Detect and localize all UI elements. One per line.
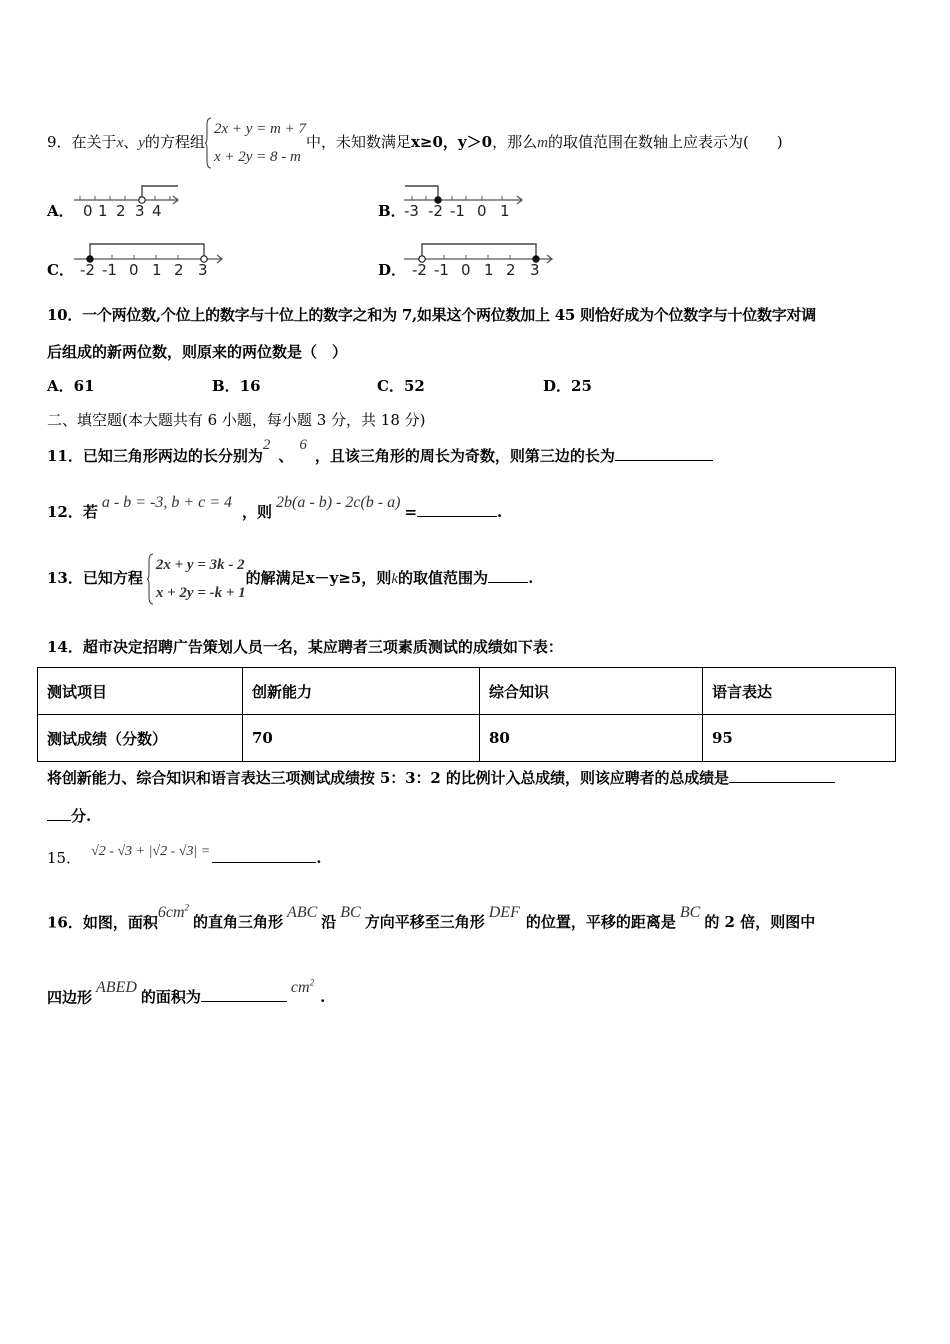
q15-expression: √2 - √3 + |√2 - √3| = bbox=[91, 844, 211, 859]
tick-label: 1 bbox=[152, 261, 162, 279]
tick-label: -2 bbox=[412, 261, 427, 279]
tick-label: 1 bbox=[500, 202, 510, 220]
q12-answer-blank[interactable] bbox=[417, 500, 497, 517]
q9-option-a-number-line bbox=[72, 184, 184, 220]
tick-label: 0 bbox=[129, 261, 139, 279]
tick-label: 3 bbox=[135, 202, 145, 220]
q10-stem-line-2: 后组成的新两位数，则原来的两位数是（ ） bbox=[47, 343, 348, 361]
tick-label: -3 bbox=[404, 202, 419, 220]
brace-icon bbox=[147, 553, 154, 605]
q10-option-c[interactable]: C．52 bbox=[377, 377, 425, 395]
tick-label: 3 bbox=[198, 261, 208, 279]
table-cell: 80 bbox=[480, 715, 703, 762]
q11-answer-blank[interactable] bbox=[615, 444, 713, 461]
q9-stem: 9．在关于x、y的方程组 2x + y = m + 7 x + 2y = 8 - m 中，未知数满足x≥0，y＞0，那么m的取值范围在数轴上应表示为( ) bbox=[47, 115, 783, 159]
table-header-cell: 创新能力 bbox=[243, 668, 480, 715]
q9-option-b-label[interactable]: B． bbox=[378, 202, 406, 220]
q10-option-b[interactable]: B．16 bbox=[212, 377, 261, 395]
q10-option-d[interactable]: D．25 bbox=[543, 377, 592, 395]
table-cell: 测试成绩（分数） bbox=[38, 715, 243, 762]
tick-label: 4 bbox=[152, 202, 162, 220]
tick-label: 2 bbox=[116, 202, 126, 220]
section-heading-fill-in: 二、填空题(本大题共有 6 小题，每小题 3 分，共 18 分) bbox=[47, 411, 426, 429]
brace-icon bbox=[205, 117, 212, 169]
q14-after-line-1: 将创新能力、综合知识和语言表达三项测试成绩按 5：3：2 的比例计入总成绩，则该应聘者的总成绩是 bbox=[47, 766, 835, 788]
tick-label: 2 bbox=[174, 261, 184, 279]
q16-answer-blank[interactable] bbox=[201, 985, 287, 1002]
tick-label: 0 bbox=[83, 202, 93, 220]
q14-intro: 14．超市决定招聘广告策划人员一名，某应聘者三项素质测试的成绩如下表： bbox=[47, 638, 563, 656]
q13-answer-blank[interactable] bbox=[488, 566, 528, 583]
q9-equation-system: 2x + y = m + 7 x + 2y = 8 - m bbox=[205, 115, 306, 171]
q9-option-d-label[interactable]: D． bbox=[378, 261, 407, 279]
tick-label: -1 bbox=[102, 261, 117, 279]
table-header-cell: 语言表达 bbox=[703, 668, 896, 715]
q13-equation-system: 2x + y = 3k - 2 x + 2y = -k + 1 bbox=[147, 551, 246, 607]
tick-label: 2 bbox=[506, 261, 516, 279]
table-row bbox=[38, 668, 896, 715]
q14-score-table bbox=[37, 667, 896, 762]
q14-answer-blank[interactable] bbox=[729, 766, 835, 783]
q9-option-b-number-line bbox=[402, 184, 528, 220]
tick-label: 1 bbox=[98, 202, 108, 220]
q16-stem-line-2: 四边形ABED的面积为$cm^2$. bbox=[47, 978, 326, 1007]
tick-label: -2 bbox=[80, 261, 95, 279]
q9-option-d-number-line bbox=[402, 241, 558, 279]
q15-answer-blank[interactable] bbox=[212, 846, 316, 863]
table-cell: 95 bbox=[703, 715, 896, 762]
q9-option-a-label[interactable]: A． bbox=[47, 202, 74, 220]
q13-stem: 13．已知方程 2x + y = 3k - 2 x + 2y = -k + 1 的解满足x－y≥5，则k的取值范围为 . bbox=[47, 550, 533, 606]
q16-stem-line-1: 16．如图，面积$6cm^2$的直角三角形ABC沿BC方向平移至三角形DEF的位置，平移的距离是BC的 2 倍，则图中 bbox=[47, 903, 816, 932]
table-cell: 70 bbox=[243, 715, 480, 762]
q9-option-c-label[interactable]: C． bbox=[47, 261, 74, 279]
q9-option-c-number-line bbox=[72, 241, 228, 279]
q12-stem: 12．若a - b = -3, b + c = 4，则2b(a - b) - 2c(b - a)= . bbox=[47, 494, 503, 521]
tick-label: -1 bbox=[450, 202, 465, 220]
q10-option-a[interactable]: A．61 bbox=[47, 377, 95, 395]
q10-stem-line-1: 10．一个两位数,个位上的数字与十位上的数字之和为 7,如果这个两位数加上 45 则恰好成为个位数字与十位数字对调 bbox=[47, 306, 817, 324]
table-row bbox=[38, 715, 896, 762]
tick-label: 0 bbox=[461, 261, 471, 279]
q11-stem: 11．已知三角形两边的长分别为2、6，且该三角形的周长为奇数，则第三边的长为 bbox=[47, 436, 713, 476]
table-header-cell: 测试项目 bbox=[38, 668, 243, 715]
tick-label: -1 bbox=[434, 261, 449, 279]
tick-label: -2 bbox=[428, 202, 443, 220]
q14-answer-blank-continued[interactable] bbox=[47, 804, 71, 821]
tick-label: 0 bbox=[477, 202, 487, 220]
table-header-cell: 综合知识 bbox=[480, 668, 703, 715]
tick-label: 3 bbox=[530, 261, 540, 279]
q14-after-line-2: 分. bbox=[47, 804, 91, 826]
tick-label: 1 bbox=[484, 261, 494, 279]
q15-stem: 15． √2 - √3 + |√2 - √3| = . bbox=[47, 844, 322, 867]
